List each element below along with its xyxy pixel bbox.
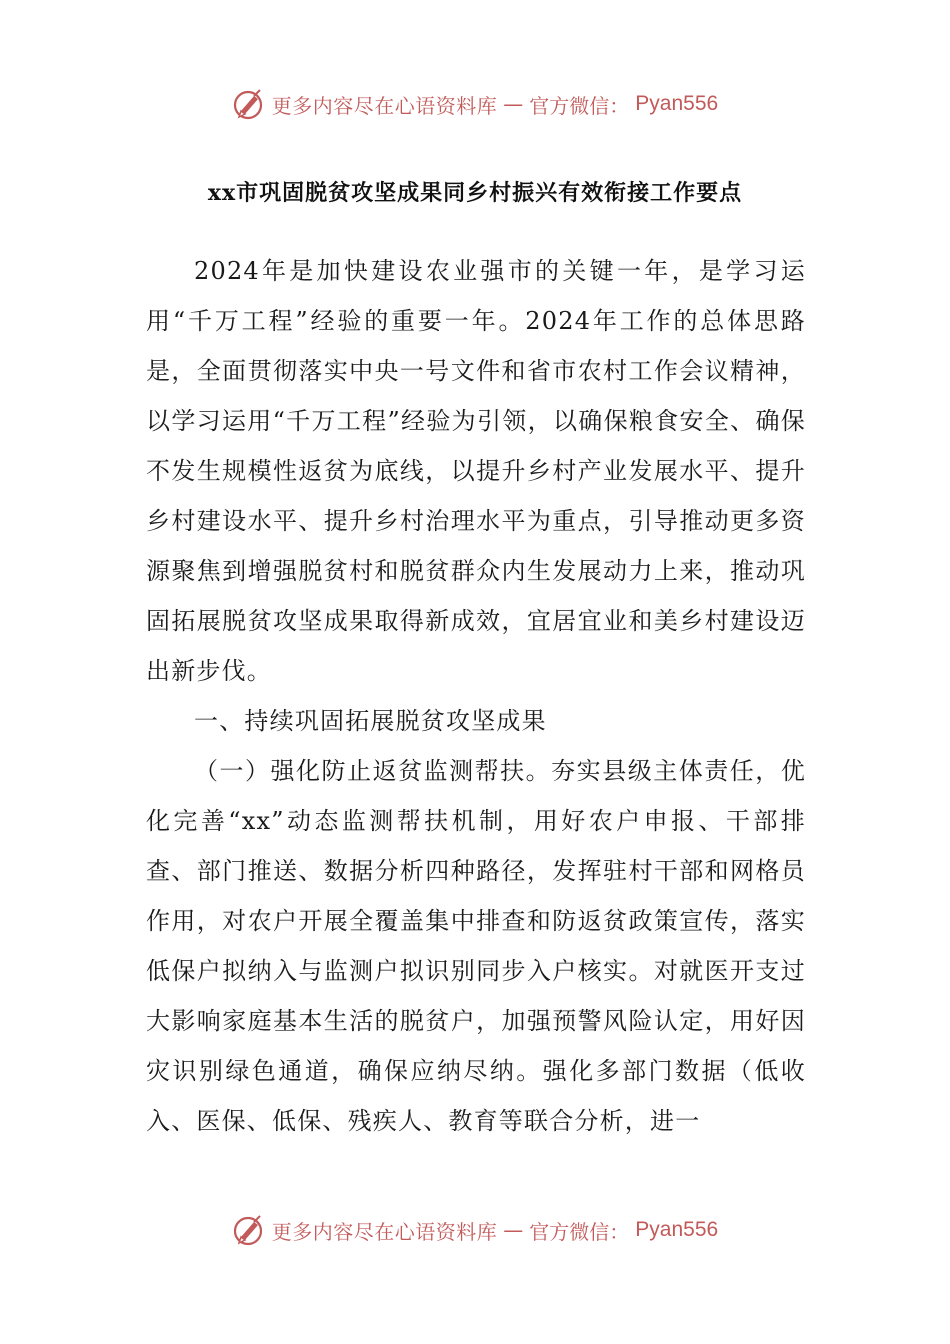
- watermark-dash: —: [503, 92, 524, 116]
- pen-circle-logo-icon: [232, 87, 266, 121]
- document-body: [146, 246, 806, 1146]
- watermark-wechat-id: Pyan556: [635, 1218, 719, 1241]
- watermark-wechat-label: 官方微信：: [529, 1219, 630, 1244]
- watermark-group: [232, 1213, 718, 1247]
- watermark-wechat-label: 官方微信：: [529, 93, 630, 118]
- watermark-wechat-id: Pyan556: [635, 92, 719, 115]
- pen-circle-logo-icon: [232, 1213, 266, 1247]
- watermark-footer: [0, 1208, 950, 1252]
- section-heading: 一、持续巩固拓展脱贫攻坚成果: [194, 707, 547, 735]
- watermark-text: 更多内容尽在心语资料库: [271, 93, 498, 118]
- paragraph-intro: 2024年是加快建设农业强市的关键一年，是学习运用“千万工程”经验的重要一年。2024年工作的总体思路是，全面贯彻落实中央一号文件和省市农村工作会议精神，以学习运用“千万工程”经验为引领，以确保粮食安全、确保不发生规模性返贫为底线，以提升乡村产业发展水平、提升乡村建设水平、提升乡村治理水平为重点，引导推动更多资源聚焦到增强脱贫村和脱贫群众内生发展动力上来，推动巩固拓展脱贫攻坚成果取得新成效，宜居宜业和美乡村建设迈出新步伐。: [146, 257, 806, 685]
- watermark-text: 更多内容尽在心语资料库: [271, 1219, 498, 1244]
- watermark-header: [0, 82, 950, 126]
- watermark-group: [232, 87, 718, 121]
- paragraph-monitoring: （一）强化防止返贫监测帮扶。夯实县级主体责任，优化完善“xx”动态监测帮扶机制，用好农户申报、干部排查、部门推送、数据分析四种路径，发挥驻村干部和网格员作用，对农户开展全覆盖集中排查和防返贫政策宣传，落实低保户拟纳入与监测户拟识别同步入户核实。对就医开支过大影响家庭基本生活的脱贫户，加强预警风险认定，用好因灾识别绿色通道，确保应纳尽纳。强化多部门数据（低收入、医保、低保、残疾人、教育等联合分析，进一: [146, 757, 806, 1135]
- document-title: xx市巩固脱贫攻坚成果同乡村振兴有效衔接工作要点: [207, 180, 743, 206]
- watermark-dash: —: [503, 1218, 524, 1242]
